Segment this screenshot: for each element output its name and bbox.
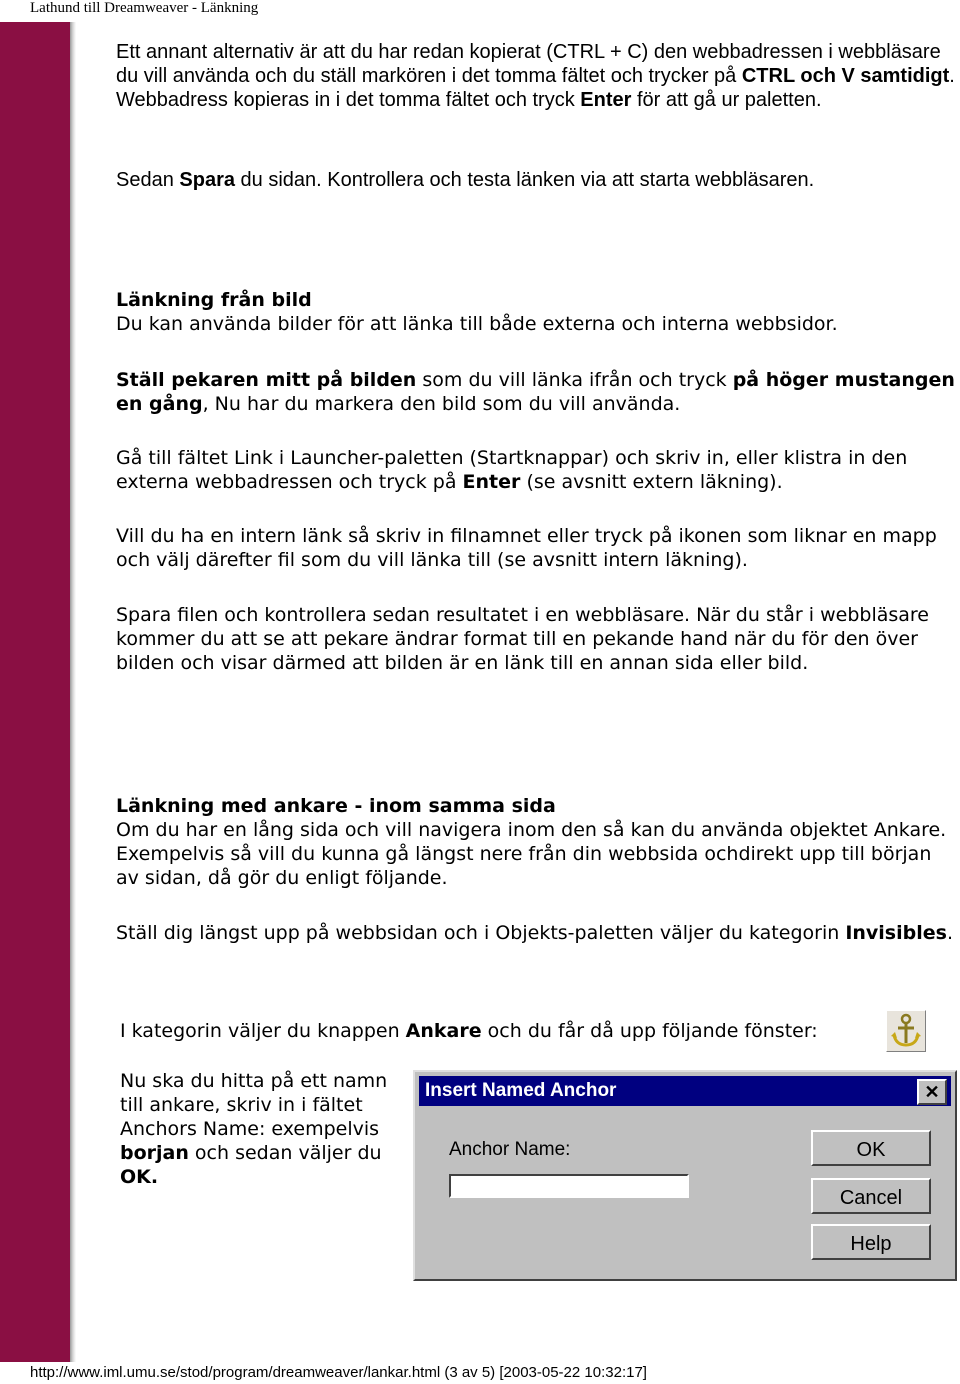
text: , Nu har du markera den bild som du vill använda.: [202, 393, 681, 415]
bold-text: på höger mustangen en gång: [116, 369, 955, 415]
bold-text: borjan: [120, 1142, 189, 1164]
page-footer-url: http://www.iml.umu.se/stod/program/dreamweaver/lankar.html (3 av 5) [2003-05-22 10:32:17]: [30, 1364, 647, 1381]
text: Ett annant alternativ är att du har redan kopierat (CTRL + C) den webbadressen i webbläsare du vill använda och du ställ markören i det tomma fältet och trycker på: [116, 41, 941, 87]
bold-text: Enter: [462, 471, 521, 493]
help-button[interactable]: Help: [811, 1224, 931, 1260]
text: för att gå ur paletten.: [631, 89, 822, 111]
section-heading-bild: [116, 288, 956, 312]
cancel-button[interactable]: Cancel: [811, 1178, 931, 1214]
paragraph-bild-intro: Du kan använda bilder för att länka till både externa och interna webbsidor.: [116, 313, 838, 335]
text: I kategorin väljer du knappen: [120, 1020, 406, 1042]
text: Ställ dig längst upp på webbsidan och i Objekts-paletten väljer du kategorin: [116, 922, 846, 944]
sidebar-band: [0, 22, 70, 1362]
text: Gå till fältet Link i Launcher-paletten (Startknappar) och skriv in, eller klistra in den externa webbadressen och tryck på: [116, 447, 908, 493]
text: som du vill länka ifrån och tryck: [416, 369, 733, 391]
bold-text: Spara: [179, 169, 235, 191]
bold-text: Enter: [580, 89, 632, 111]
bold-text: Invisibles: [845, 922, 947, 944]
ok-button[interactable]: OK: [811, 1130, 931, 1166]
dialog-title-bar: [419, 1076, 951, 1106]
text: .: [946, 922, 953, 944]
paragraph-ankare-button: [120, 1019, 860, 1043]
section-heading-ankare: [116, 794, 956, 818]
document-header-title: Lathund till Dreamweaver - Länkning: [30, 0, 259, 16]
paragraph-internal-link: Vill du ha en intern länk så skriv in filnamnet eller tryck på ikonen som liknar en mapp och välj därefter fil som du vill länka till (se avsnitt intern läkning).: [116, 525, 937, 571]
bold-text: Ankare: [405, 1020, 482, 1042]
heading-text: Länkning från bild: [116, 289, 312, 311]
text: Nu ska du hitta på ett namn till ankare, skriv in i fältet Anchors Name: exempelvis: [120, 1070, 388, 1140]
bold-text: CTRL och V samtidigt: [741, 65, 950, 87]
paragraph-ankare-intro: Om du har en lång sida och vill navigera inom den så kan du använda objektet Ankare. Exempelvis så vill du kunna gå längst nere från din webbsida ochdirekt upp till början av sidan, då gör du enligt följande.: [116, 819, 947, 889]
paragraph-save-check: Spara filen och kontrollera sedan resultatet i en webbläsare. När du står i webbläsare kommer du att se att pekare ändrar format till en pekande hand när du för den över bilden och visar därmed att bilden är en länk till en annan sida eller bild.: [116, 604, 930, 674]
close-button[interactable]: ✕: [917, 1079, 947, 1105]
text: . Webbadress kopieras in i det tomma fältet och tryck: [116, 65, 955, 111]
dialog-title: Insert Named Anchor: [425, 1080, 617, 1101]
bold-text: OK.: [120, 1166, 159, 1188]
paragraph-anchor-name: [120, 1069, 410, 1189]
text: och sedan väljer du: [188, 1142, 382, 1164]
sidebar-shadow: [70, 22, 76, 1362]
heading-text: Länkning med ankare - inom samma sida: [116, 795, 556, 817]
text: (se avsnitt extern läkning).: [520, 471, 783, 493]
text: Sedan: [116, 169, 180, 191]
insert-named-anchor-dialog: [413, 1070, 957, 1281]
paragraph-copy-paste: [116, 40, 956, 112]
paragraph-save: [116, 168, 956, 192]
anchor-name-label: Anchor Name:: [449, 1139, 571, 1160]
text: du sidan. Kontrollera och testa länken via att starta webbläsaren.: [234, 169, 815, 191]
bold-text: Ställ pekaren mitt på bilden: [116, 369, 417, 391]
anchor-icon[interactable]: [886, 1010, 926, 1052]
paragraph-select-image: [116, 368, 956, 416]
anchor-name-input[interactable]: [449, 1174, 689, 1198]
text: och du får då upp följande fönster:: [481, 1020, 818, 1042]
paragraph-link-field: [116, 446, 956, 494]
paragraph-invisibles: [116, 921, 956, 945]
